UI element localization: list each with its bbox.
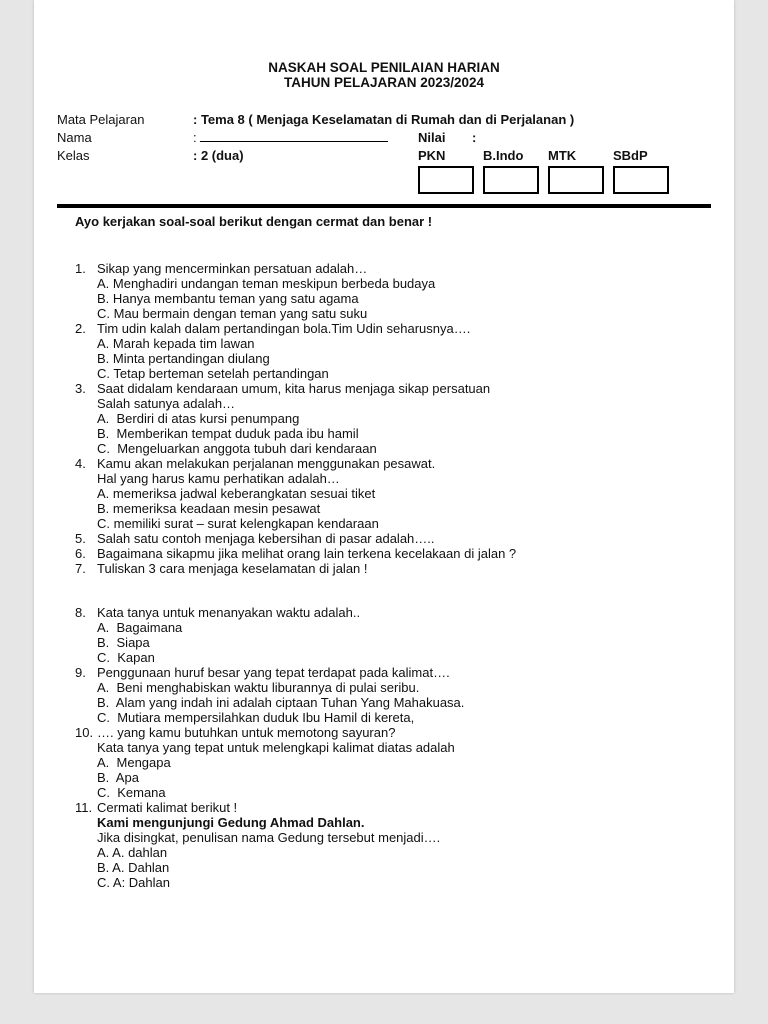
nilai-label: Nilai — [418, 130, 446, 145]
question-1-option-a: A. Menghadiri undangan teman meskipun berbeda budaya — [97, 276, 436, 291]
question-8 — [75, 605, 711, 665]
question-11-bold-sentence: Kami mengunjungi Gedung Ahmad Dahlan. — [97, 815, 365, 830]
document-page — [34, 0, 734, 993]
question-7 — [75, 561, 711, 576]
question-9-option-b: B. Alam yang indah ini adalah ciptaan Tuhan Yang Mahakuasa. — [97, 695, 465, 710]
title-line-2: TAHUN PELAJARAN 2023/2024 — [283, 75, 485, 90]
question-9 — [75, 665, 711, 725]
subject-value: : Tema 8 ( Menjaga Keselamatan di Rumah dan di Perjalanan ) — [193, 112, 575, 127]
question-11-option-a: A. A. dahlan — [97, 845, 168, 860]
score-box-mtk — [548, 166, 604, 194]
question-2-text: Tim udin kalah dalam pertandingan bola.Tim Udin seharusnya…. — [97, 321, 471, 336]
question-2-number: 2. — [75, 321, 86, 336]
question-2-option-a: A. Marah kepada tim lawan — [97, 336, 255, 351]
question-10-option-b: B. Apa — [97, 770, 139, 785]
double-rule — [57, 204, 711, 208]
score-col-pkn — [418, 148, 483, 194]
question-6 — [75, 546, 711, 561]
question-5 — [75, 531, 711, 546]
question-5-text: Salah satu contoh menjaga kebersihan di pasar adalah….. — [97, 531, 435, 546]
question-4-number: 4. — [75, 456, 86, 471]
question-4-option-c: C. memiliki surat – surat kelengkapan kendaraan — [97, 516, 379, 531]
question-10 — [75, 725, 711, 800]
question-3-option-c: C. Mengeluarkan anggota tubuh dari kendaraan — [97, 441, 377, 456]
instruction-heading: Ayo kerjakan soal-soal berikut dengan cermat dan benar ! — [75, 214, 433, 229]
score-col-sbdp — [613, 148, 678, 194]
question-10-text2: Kata tanya yang tepat untuk melengkapi kalimat diatas adalah — [97, 740, 455, 755]
subject-label: Mata Pelajaran — [57, 112, 145, 127]
score-panel — [418, 130, 678, 194]
page-title — [57, 60, 711, 90]
question-6-number: 6. — [75, 546, 86, 561]
question-4 — [75, 456, 711, 531]
score-col-mtk-label: MTK — [548, 148, 577, 163]
question-2-option-b: B. Minta pertandingan diulang — [97, 351, 270, 366]
question-10-number: 10. — [75, 725, 94, 740]
subject-row — [57, 112, 711, 130]
question-4-option-a: A. memeriksa jadwal keberangkatan sesuai tiket — [97, 486, 376, 501]
question-3 — [75, 381, 711, 456]
class-value: : 2 (dua) — [193, 148, 244, 163]
question-1 — [75, 261, 711, 321]
question-8-option-a: A. Bagaimana — [97, 620, 183, 635]
class-label: Kelas — [57, 148, 90, 163]
question-1-option-b: B. Hanya membantu teman yang satu agama — [97, 291, 359, 306]
score-box-sbdp — [613, 166, 669, 194]
score-columns — [418, 148, 678, 194]
question-3-option-a: A. Berdiri di atas kursi penumpang — [97, 411, 300, 426]
question-3-text: Saat didalam kendaraan umum, kita harus menjaga sikap persatuan — [97, 381, 491, 396]
question-11-number: 11. — [75, 800, 93, 815]
question-3-text2: Salah satunya adalah… — [97, 396, 236, 411]
question-8-text: Kata tanya untuk menanyakan waktu adalah.. — [97, 605, 361, 620]
question-4-text: Kamu akan melakukan perjalanan menggunakan pesawat. — [97, 456, 436, 471]
score-col-bindo — [483, 148, 548, 194]
question-4-text2: Hal yang harus kamu perhatikan adalah… — [97, 471, 340, 486]
question-11-option-b: B. A. Dahlan — [97, 860, 170, 875]
question-1-text: Sikap yang mencerminkan persatuan adalah… — [97, 261, 368, 276]
question-11 — [75, 800, 711, 890]
question-7-text: Tuliskan 3 cara menjaga keselamatan di jalan ! — [97, 561, 368, 576]
question-1-number: 1. — [75, 261, 86, 276]
title-line-1: NASKAH SOAL PENILAIAN HARIAN — [268, 60, 500, 75]
score-box-bindo — [483, 166, 539, 194]
score-box-pkn — [418, 166, 474, 194]
score-col-pkn-label: PKN — [418, 148, 446, 163]
question-1-option-c: C. Mau bermain dengan teman yang satu suku — [97, 306, 368, 321]
question-3-option-b: B. Memberikan tempat duduk pada ibu hamil — [97, 426, 359, 441]
question-8-option-c: C. Kapan — [97, 650, 155, 665]
question-11-text: Cermati kalimat berikut ! — [97, 800, 238, 815]
question-7-number: 7. — [75, 561, 86, 576]
question-11-text3: Jika disingkat, penulisan nama Gedung tersebut menjadi…. — [97, 830, 441, 845]
question-11-option-c: C. A: Dahlan — [97, 875, 170, 890]
score-col-sbdp-label: SBdP — [613, 148, 648, 163]
name-colon: : — [193, 130, 197, 145]
question-9-text: Penggunaan huruf besar yang tepat terdapat pada kalimat…. — [97, 665, 450, 680]
question-2 — [75, 321, 711, 381]
score-col-mtk — [548, 148, 613, 194]
score-col-bindo-label: B.Indo — [483, 148, 524, 163]
question-5-number: 5. — [75, 531, 86, 546]
question-3-number: 3. — [75, 381, 86, 396]
name-label: Nama — [57, 130, 92, 145]
question-list — [75, 261, 711, 890]
question-10-text: …. yang kamu butuhkan untuk memotong sayuran? — [97, 725, 396, 740]
question-9-number: 9. — [75, 665, 86, 680]
question-10-option-c: C. Kemana — [97, 785, 166, 800]
question-2-option-c: C. Tetap berteman setelah pertandingan — [97, 366, 329, 381]
question-6-text: Bagaimana sikapmu jika melihat orang lain terkena kecelakaan di jalan ? — [97, 546, 517, 561]
question-9-option-c: C. Mutiara mempersilahkan duduk Ibu Hamil di kereta, — [97, 710, 415, 725]
question-4-option-b: B. memeriksa keadaan mesin pesawat — [97, 501, 321, 516]
question-9-option-a: A. Beni menghabiskan waktu liburannya di pulai seribu. — [97, 680, 420, 695]
nilai-row — [418, 130, 678, 148]
nilai-colon: : — [472, 130, 477, 145]
question-8-option-b: B. Siapa — [97, 635, 150, 650]
question-10-option-a: A. Mengapa — [97, 755, 171, 770]
question-8-number: 8. — [75, 605, 86, 620]
exam-header-form — [57, 112, 711, 196]
name-blank-line — [200, 131, 388, 142]
